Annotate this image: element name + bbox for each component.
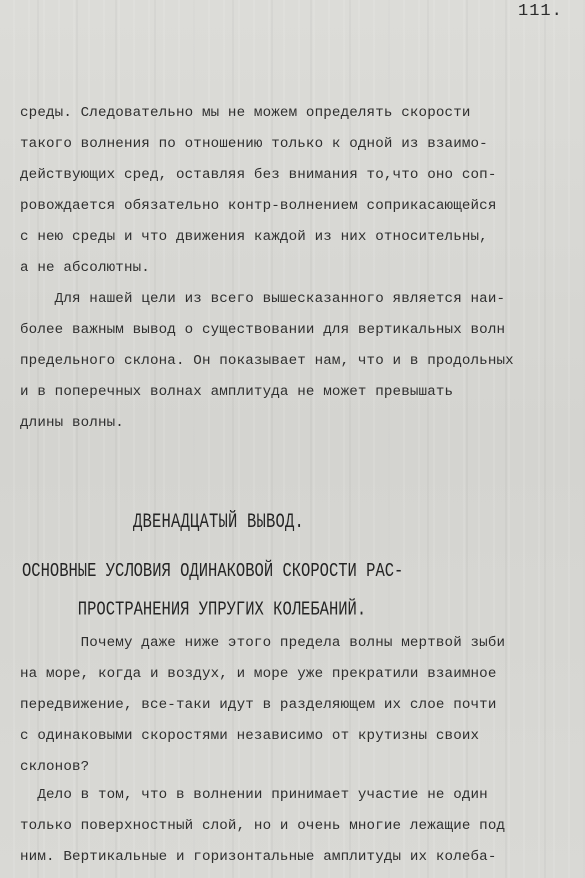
text-line: предельного склона. Он показывает нам, что и в продольных — [20, 353, 514, 369]
paragraph — [20, 628, 505, 783]
text-line: ровождается обязательно контр-волнением соприкасающейся — [20, 198, 497, 214]
text-line: передвижение, все-таки идут в разделяющем их слое почти — [20, 697, 497, 713]
section-subheading — [22, 552, 403, 630]
text-line: длины волны. — [20, 415, 124, 431]
paragraph — [20, 284, 514, 439]
text-line: такого волнения по отношению только к одной из взаимо- — [20, 136, 488, 152]
text-line: Для нашей цели из всего вышесказанного является наи- — [20, 291, 506, 307]
text-line: только поверхностный слой, но и очень многие лежащие под — [20, 818, 506, 834]
text-line: более важным вывод о существовании для вертикальных волн — [20, 322, 506, 338]
text-line: Дело в том, что в волнении принимает участие не один — [20, 787, 488, 803]
text-line: с одинаковыми скоростями независимо от крутизны своих — [20, 728, 480, 744]
subheading-line: ПРОСТРАНЕНИЯ УПРУГИХ КОЛЕБАНИЙ. — [22, 598, 367, 621]
text-line: склонов? — [20, 759, 90, 775]
text-line: среды. Следовательно мы не можем определять скорости — [20, 105, 471, 121]
paragraph — [20, 98, 497, 284]
text-line: а не абсолютны. — [20, 260, 150, 276]
text-line: действующих сред, оставляя без внимания то,что оно соп- — [20, 167, 497, 183]
page-number: 111. — [518, 2, 563, 21]
paragraph — [20, 780, 505, 873]
text-line: Почему даже ниже этого предела волны мертвой зыби — [20, 635, 506, 651]
text-line: и в поперечных волнах амплитуда не может превышать — [20, 384, 454, 400]
text-line: на море, когда и воздух, и море уже прекратили взаимное — [20, 666, 497, 682]
subheading-line: ОСНОВНЫЕ УСЛОВИЯ ОДИНАКОВОЙ СКОРОСТИ РАС- — [22, 559, 404, 582]
text-line: с нею среды и что движения каждой из них относительны, — [20, 229, 488, 245]
section-heading: ДВЕНАДЦАТЫЙ ВЫВОД. — [133, 510, 305, 534]
text-line: ним. Вертикальные и горизонтальные амплитуды их колеба- — [20, 849, 497, 865]
